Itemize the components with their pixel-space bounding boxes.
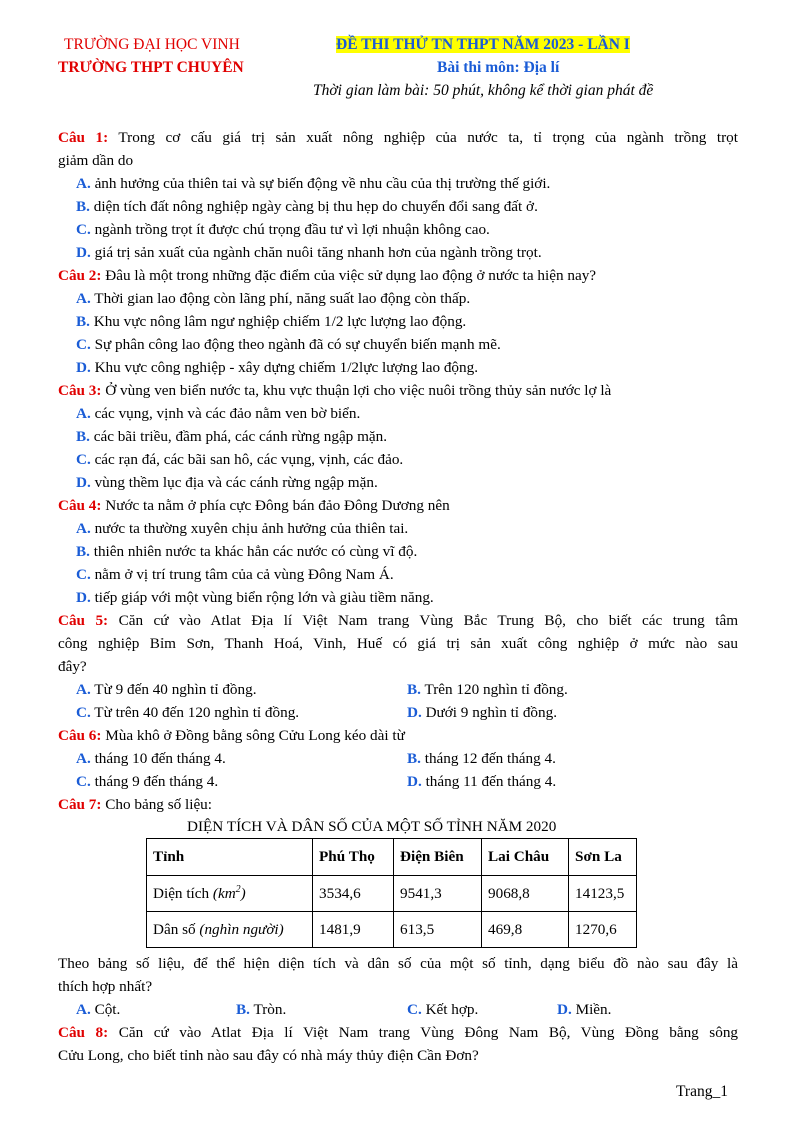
question-1-option-d[interactable]: D. giá trị sản xuất của ngành chăn nuôi tăng nhanh hơn của ngành trồng trọt. [76,244,542,261]
data-table [146,838,637,948]
exam-subject: Bài thi môn: Địa lí [437,59,560,76]
question-6-stem: Câu 6: Mùa khô ở Đồng bằng sông Cửu Long kéo dài từ [58,727,405,744]
question-4-option-b[interactable]: B. thiên nhiên nước ta khác hẳn các nước có cùng vĩ độ. [76,543,418,560]
table-cell: 613,5 [394,912,482,948]
question-7-option-c[interactable]: C. Kết hợp. [407,1001,479,1018]
question-4-option-c[interactable]: C. nằm ở vị trí trung tâm của cả vùng Đông Nam Á. [76,566,394,583]
question-6-option-c[interactable]: C. tháng 9 đến tháng 4. [76,773,219,790]
question-2-stem: Câu 2: Đâu là một trong những đặc điểm của việc sử dụng lao động ở nước ta hiện nay? [58,267,597,284]
exam-duration: Thời gian làm bài: 50 phút, không kể thời gian phát đề [313,82,654,99]
question-5-stem: Câu 5: Căn cứ vào Atlat Địa lí Việt Nam trang Vùng Bắc Trung Bộ, cho biết các trung tâm [58,612,739,629]
question-1-stem-cont: giảm dần do [58,152,134,169]
question-2-option-b[interactable]: B. Khu vực nông lâm ngư nghiệp chiếm 1/2 lực lượng lao động. [76,313,467,330]
table-row [147,912,637,948]
question-2-option-d[interactable]: D. Khu vực công nghiệp - xây dựng chiếm 1/2lực lượng lao động. [76,359,479,376]
question-3-stem: Câu 3: Ở vùng ven biển nước ta, khu vực thuận lợi cho việc nuôi trồng thủy sản nước lợ là [58,382,612,399]
question-4-option-a[interactable]: A. nước ta thường xuyên chịu ảnh hưởng của thiên tai. [76,520,409,537]
question-5-option-a[interactable]: A. Từ 9 đến 40 nghìn tỉ đồng. [76,681,257,698]
question-4-option-d[interactable]: D. tiếp giáp với một vùng biển rộng lớn và giàu tiềm năng. [76,589,434,606]
table-header-cell: Điện Biên [394,839,482,876]
question-5-option-c[interactable]: C. Từ trên 40 đến 120 nghìn tỉ đồng. [76,704,300,721]
question-7-option-a[interactable]: A. Cột. [76,1001,121,1018]
question-6-option-b[interactable]: B. tháng 12 đến tháng 4. [407,750,556,767]
question-3-option-a[interactable]: A. các vụng, vịnh và các đảo nằm ven bờ biển. [76,405,361,422]
question-1-option-a[interactable]: A. ảnh hưởng của thiên tai và sự biến động về nhu cầu của thị trường thế giới. [76,175,551,192]
table-row [147,876,637,912]
question-7-prompt: Theo bảng số liệu, để thể hiện diện tích và dân số của một số tỉnh, dạng biểu đồ nào sau đây là [58,955,738,972]
question-2-option-a[interactable]: A. Thời gian lao động còn lãng phí, năng suất lao động còn thấp. [76,290,471,307]
table-row-label: Dân số (nghìn người) [147,912,313,948]
question-6-option-d[interactable]: D. tháng 11 đến tháng 4. [407,773,557,790]
question-1-option-c[interactable]: C. ngành trồng trọt ít được chú trọng đầu tư vì lợi nhuận không cao. [76,221,490,238]
table-header-cell: Tỉnh [147,839,313,876]
question-1-stem: Câu 1: Trong cơ cấu giá trị sản xuất nông nghiệp của nước ta, tỉ trọng của ngành trồng trọt [58,129,738,146]
table-cell: 1270,6 [569,912,637,948]
table-header-cell: Sơn La [569,839,637,876]
table-title: DIỆN TÍCH VÀ DÂN SỐ CỦA MỘT SỐ TỈNH NĂM 2020 [187,818,557,835]
table-cell: 9068,8 [482,876,569,912]
table-cell: 9541,3 [394,876,482,912]
question-7-stem: Câu 7: Cho bảng số liệu: [58,796,212,813]
table-cell: 1481,9 [313,912,394,948]
question-8-stem: Câu 8: Căn cứ vào Atlat Địa lí Việt Nam trang Vùng Đông Nam Bộ, Vùng Đồng bằng sông [58,1024,739,1041]
question-6-option-a[interactable]: A. tháng 10 đến tháng 4. [76,750,226,767]
question-3-option-b[interactable]: B. các bãi triều, đầm phá, các cánh rừng ngập mặn. [76,428,388,445]
table-cell: 3534,6 [313,876,394,912]
page-number: Trang_1 [676,1083,728,1100]
question-5-option-b[interactable]: B. Trên 120 nghìn tỉ đồng. [407,681,568,698]
question-3-option-d[interactable]: D. vùng thềm lục địa và các cánh rừng ngập mặn. [76,474,378,491]
question-3-option-c[interactable]: C. các rạn đá, các bãi san hô, các vụng, vịnh, các đảo. [76,451,404,468]
question-5-option-d[interactable]: D. Dưới 9 nghìn tỉ đồng. [407,704,557,721]
question-1-option-b[interactable]: B. diện tích đất nông nghiệp ngày càng bị thu hẹp do chuyển đổi sang đất ở. [76,198,538,215]
table-header-cell: Phú Thọ [313,839,394,876]
question-5-stem-cont: công nghiệp Bỉm Sơn, Thanh Hoá, Vinh, Huế có giá trị sản xuất công nghiệp ở mức nào sau [58,635,738,652]
question-5-stem-end: đây? [58,658,87,675]
question-2-option-c[interactable]: C. Sự phân công lao động theo ngành đã có sự chuyển biến mạnh mẽ. [76,336,501,353]
question-7-prompt-cont: thích hợp nhất? [58,978,153,995]
school-subname: TRƯỜNG THPT CHUYÊN [58,59,244,76]
school-name: TRƯỜNG ĐẠI HỌC VINH [64,36,240,53]
table-cell: 14123,5 [569,876,637,912]
exam-title: ĐỀ THI THỬ TN THPT NĂM 2023 - LẦN I [336,36,630,53]
question-8-stem-cont: Cửu Long, cho biết tỉnh nào sau đây có nhà máy thủy điện Cần Đơn? [58,1047,479,1064]
table-header-cell: Lai Châu [482,839,569,876]
question-7-option-b[interactable]: B. Tròn. [236,1001,287,1018]
table-row-label: Diện tích $(km^2)$ [147,876,313,912]
table-header-row [147,839,637,876]
table-cell: 469,8 [482,912,569,948]
question-7-option-d[interactable]: D. Miền. [557,1001,612,1018]
question-4-stem: Câu 4: Nước ta nằm ở phía cực Đông bán đảo Đông Dương nên [58,497,450,514]
